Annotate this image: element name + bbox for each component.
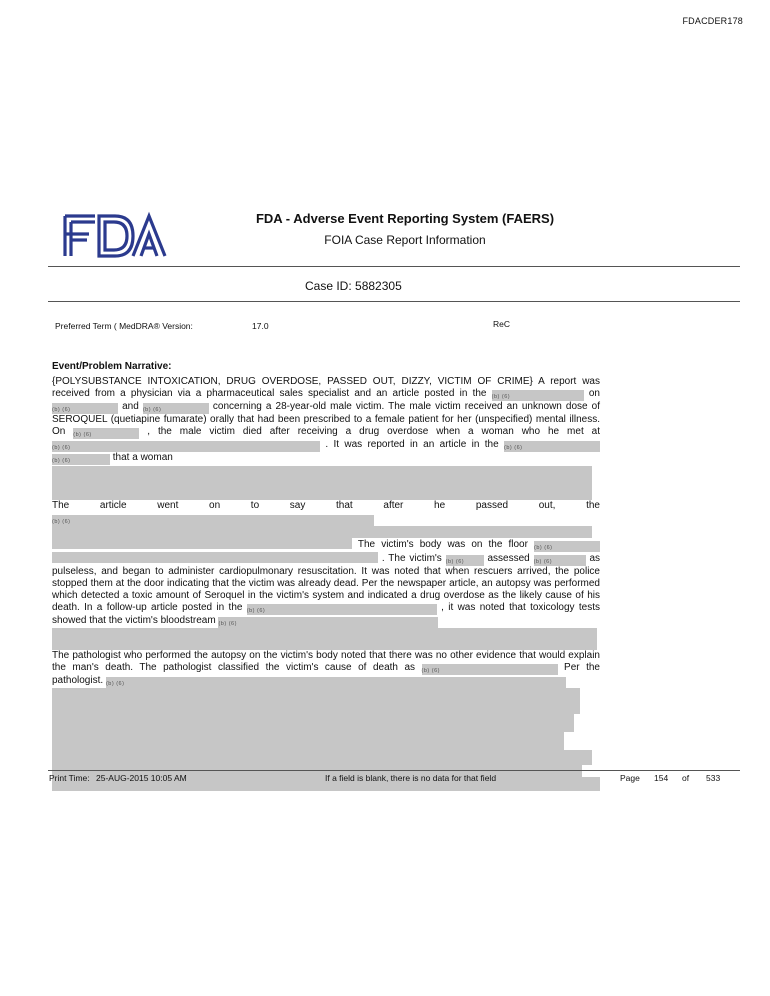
narrative-paragraph <box>52 500 600 525</box>
narrative-text: as pulseless, and began to administer cardiopulmonary resuscitation. It was noted that when rescuers arrived, the police stopped them at the door indicating that the victim was already dead. Per the newspaper article, an autopsy was performed which detected a toxic amount of Seroquel in the victim's system and indicated a drug overdose as the likely cause of his death. In a follow-up article posted in the <box>52 552 600 614</box>
narrative-body <box>52 376 600 791</box>
print-time-label: Print Time: <box>49 773 90 783</box>
redaction <box>52 466 592 500</box>
case-id-value: 5882305 <box>355 279 402 293</box>
page-total: 533 <box>706 773 721 783</box>
preferred-term-label: Preferred Term ( MedDRA® Version: <box>55 321 193 331</box>
narrative-text: . It was reported in an article in the <box>325 439 499 451</box>
redaction <box>218 617 438 628</box>
meddra-version: 17.0 <box>252 321 269 331</box>
print-time-value: 25-AUG-2015 10:05 AM <box>96 773 187 783</box>
redaction <box>143 403 209 414</box>
redaction <box>52 441 320 452</box>
redaction <box>52 538 352 549</box>
redaction-tag: (b) (6) <box>246 608 266 615</box>
case-id <box>305 279 402 293</box>
case-id-label: Case ID: <box>305 279 352 293</box>
narrative-text: The article went on to say that after he passed out, the <box>52 500 600 512</box>
narrative-text: assessed <box>487 552 530 564</box>
narrative-text: , it was noted that toxicology tests showed that the victim's bloodstream <box>52 602 600 627</box>
redaction <box>52 688 580 714</box>
page-of-label: of <box>682 773 690 783</box>
redaction <box>492 390 584 401</box>
redaction-tag: (b) (6) <box>52 518 71 525</box>
narrative-text: The victim's body was on the floor <box>357 538 528 550</box>
redaction <box>52 714 574 732</box>
narrative-text: {POLYSUBSTANCE INTOXICATION, DRUG OVERDOSE, PASSED OUT, DIZZY, VICTIM OF CRIME} A report was received from a physician via a pharmaceutical sales specialist and an article posted in the <box>52 376 600 400</box>
redaction <box>52 454 110 465</box>
redaction-tag: (b) (6) <box>445 558 465 565</box>
redaction-tag: (b) (6) <box>534 544 553 551</box>
narrative-text: that a woman <box>112 452 173 464</box>
header-divider <box>48 266 740 267</box>
redaction <box>247 604 437 615</box>
redaction <box>52 515 374 526</box>
redaction-tag: (b) (6) <box>491 394 511 401</box>
redaction <box>52 403 118 414</box>
redaction <box>52 526 592 538</box>
narrative-paragraph <box>52 650 600 688</box>
redaction-tag: (b) (6) <box>218 621 237 628</box>
narrative-text: The pathologist who performed the autopsy on the victim's body noted that there was no other evidence that would explain the man's death. The pathologist classified the victim's cause of death as <box>52 650 600 674</box>
narrative-label: Event/Problem Narrative: <box>52 361 172 372</box>
redaction <box>534 541 600 552</box>
narrative-text: Per the pathologist. <box>52 662 600 687</box>
print-time <box>49 773 187 783</box>
narrative-paragraph <box>52 538 600 629</box>
narrative-paragraph <box>52 376 600 465</box>
redaction <box>504 441 600 452</box>
redaction <box>52 732 564 750</box>
redaction <box>106 677 566 688</box>
redaction-tag: (b) (6) <box>504 445 523 452</box>
narrative-text: . The victim's <box>381 552 442 564</box>
report-subtitle: FOIA Case Report Information <box>324 233 486 247</box>
redaction-tag: (b) (6) <box>73 432 92 439</box>
document-id: FDACDER178 <box>682 16 743 26</box>
narrative-text: , the male victim died after receiving a drug overdose when a woman who he met at <box>147 426 601 438</box>
redaction <box>73 428 139 439</box>
redaction <box>52 750 592 765</box>
case-divider <box>48 301 740 302</box>
redaction <box>534 555 586 566</box>
page-number: 154 <box>654 773 669 783</box>
redaction-tag: (b) (6) <box>421 668 441 675</box>
blank-field-note: If a field is blank, there is no data for that field <box>325 773 497 783</box>
redaction-tag: (b) (6) <box>52 407 71 414</box>
narrative-text: on <box>588 388 600 400</box>
redaction <box>422 664 558 675</box>
redaction-tag: (b) (6) <box>105 681 125 688</box>
narrative-text: and <box>122 401 139 413</box>
redaction-tag: (b) (6) <box>142 407 162 414</box>
redaction <box>52 628 597 650</box>
narrative-text: concerning a 28-year-old male victim. The male victim received an unknown dose of SEROQUEL (quetiapine fumarate) orally that had been prescribed to a female patient for her (unspecified) mental illness. On <box>52 401 601 438</box>
footer-divider <box>48 770 740 771</box>
fda-logo <box>51 208 174 264</box>
redaction <box>446 555 484 566</box>
redaction <box>52 552 378 563</box>
report-title: FDA - Adverse Event Reporting System (FAERS) <box>255 211 555 226</box>
redaction-tag: (b) (6) <box>52 445 71 452</box>
redaction-tag: (b) (6) <box>52 458 71 465</box>
page-label: Page <box>620 773 640 783</box>
report-code: ReC <box>493 319 511 329</box>
redaction-tag: (b) (6) <box>533 558 553 565</box>
